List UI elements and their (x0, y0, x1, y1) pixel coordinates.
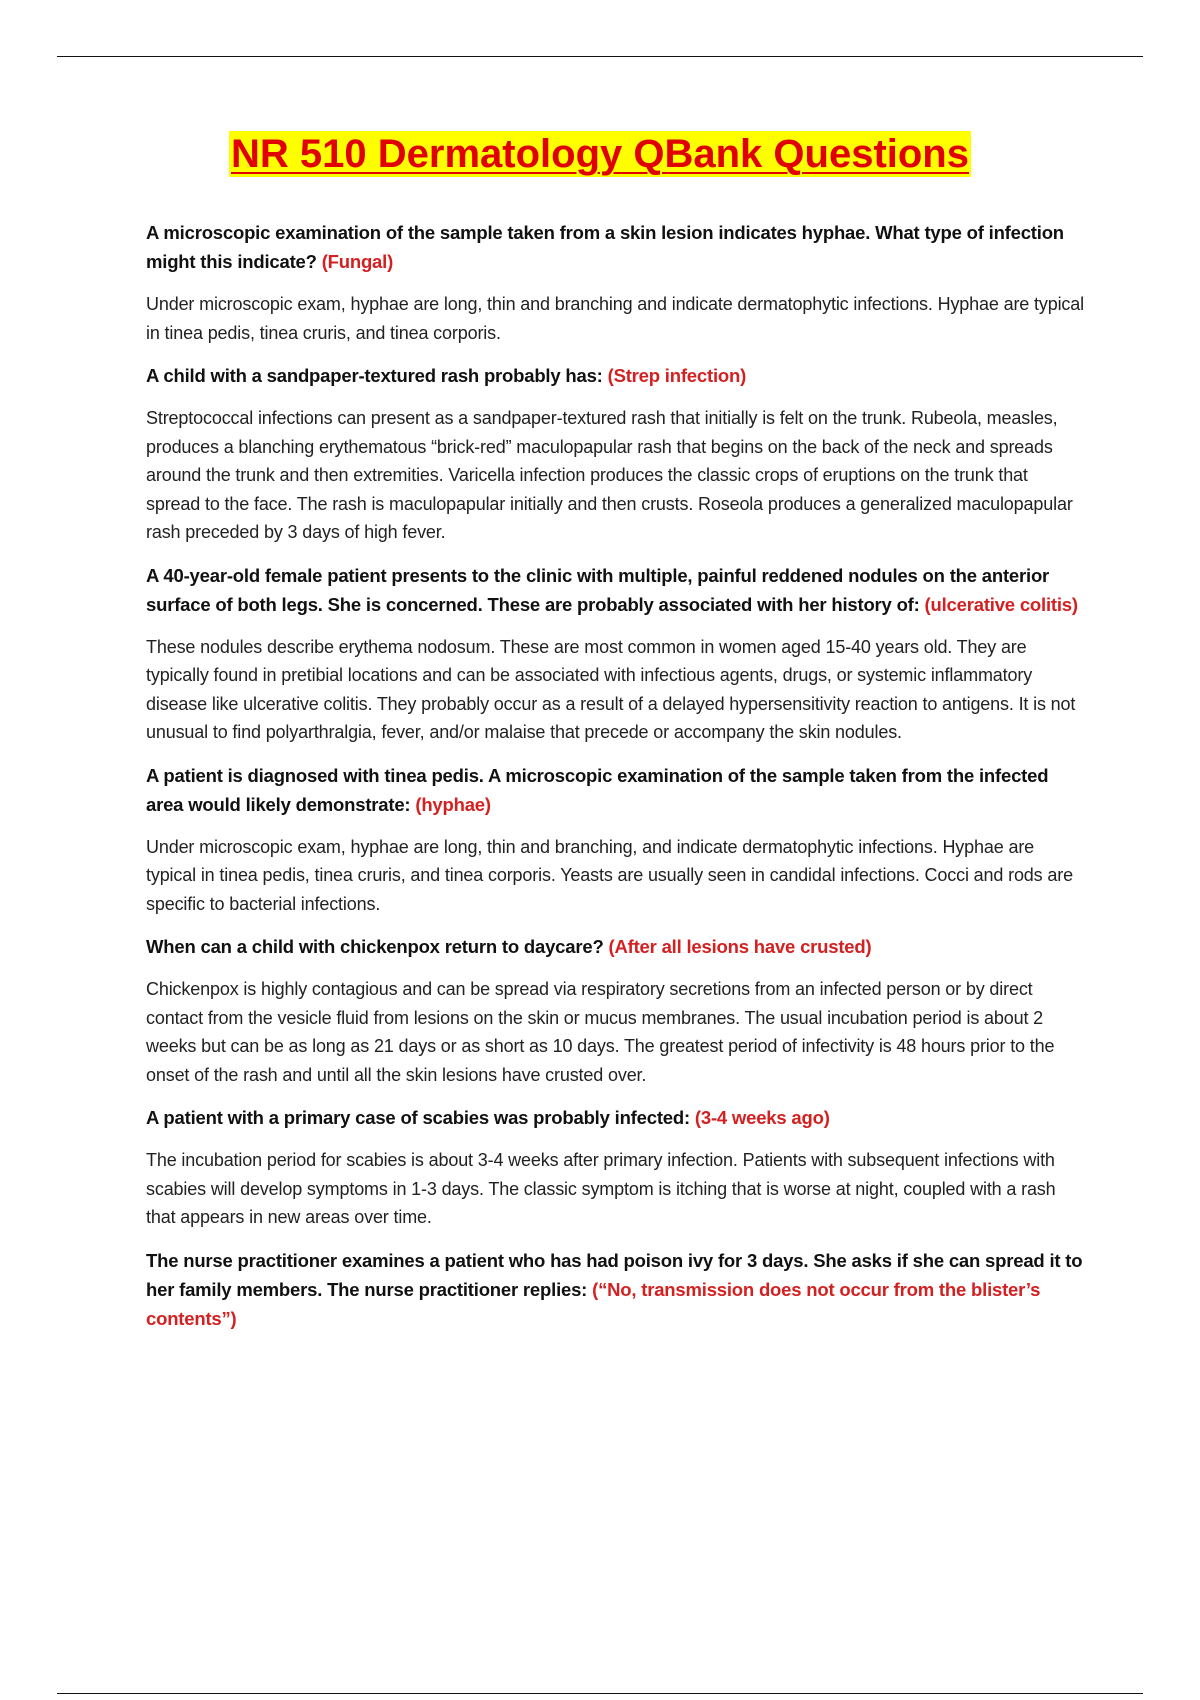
question-text: When can a child with chickenpox return to daycare? (146, 936, 604, 957)
explanation-3: These nodules describe erythema nodosum. These are most common in women aged 15-40 years old. They are typically found in pretibial locations and can be associated with infectious agents, drugs, or systemic inflammatory disease like ulcerative colitis. They probably occur as a result of a delayed hypersensitivity reaction to antigens. It is not unusual to find polyarthralgia, fever, and/or malaise that precede or accompany the skin nodules. (146, 636, 1076, 742)
explanation-5: Chickenpox is highly contagious and can be spread via respiratory secretions from an infected person or by direct contact from the vesicle fluid from lesions on the skin or mucus membranes. The usual incubation period is about 2 weeks but can be as long as 21 days or as short as 10 days. The greatest period of infectivity is 48 hours prior to the onset of the rash and until all the skin lesions have crusted over. (146, 979, 1055, 1085)
answer-text: (3-4 weeks ago) (694, 1107, 830, 1128)
top-rule (57, 56, 1143, 57)
answer-text: (Strep infection) (607, 365, 747, 386)
answer-text: (hyphae) (415, 793, 491, 815)
answer-text: (Fungal) (321, 251, 394, 272)
question-7 (146, 1246, 1086, 1333)
answer-text: (“No, transmission does not occur from the blister’s contents”) (146, 1278, 1041, 1329)
question-text: A patient is diagnosed with tinea pedis. A microscopic examination of the sample taken from the infected area would likely demonstrate: (146, 764, 1049, 815)
question-text: A microscopic examination of the sample taken from a skin lesion indicates hyphae. What type of infection might this indicate? (146, 222, 1064, 272)
question-2 (146, 361, 1086, 390)
question-text: A child with a sandpaper-textured rash probably has: (146, 365, 603, 386)
page-title: NR 510 Dermatology QBank Questions (231, 132, 969, 176)
bottom-rule (57, 1693, 1143, 1694)
question-3 (146, 561, 1086, 619)
question-4 (146, 761, 1086, 819)
explanation-1: Under microscopic exam, hyphae are long, thin and branching and indicate dermatophytic infections. Hyphae are typical in tinea pedis, tinea cruris, and tinea corporis. (146, 294, 1084, 343)
question-1 (146, 218, 1086, 276)
qbank-content (146, 218, 1086, 1347)
title-block (0, 131, 1200, 177)
explanation-2: Streptococcal infections can present as a sandpaper-textured rash that initially is felt on the trunk. Rubeola, measles, produces a blanching erythematous “brick-red” maculopapular rash that begins on the back of the neck and spreads around the trunk and then extremities. Varicella infection produces the classic crops of eruptions on the trunk that spread to the face. The rash is maculopapular initially and then crusts. Roseola produces a generalized maculopapular rash preceded by 3 days of high fever. (146, 408, 1073, 542)
explanation-4: Under microscopic exam, hyphae are long, thin and branching, and indicate dermatophytic infections. Hyphae are typical in tinea pedis, tinea cruris, and tinea corporis. Yeasts are usually seen in candidal infections. Cocci and rods are specific to bacterial infections. (146, 836, 1073, 914)
answer-text: (ulcerative colitis) (924, 593, 1078, 615)
question-text: The nurse practitioner examines a patient who has had poison ivy for 3 days. She asks if she can spread it to her family members. The nurse practitioner replies: (146, 1249, 1083, 1300)
explanation-6: The incubation period for scabies is about 3-4 weeks after primary infection. Patients with subsequent infections with scabies will develop symptoms in 1-3 days. The classic symptom is itching that is worse at night, coupled with a rash that appears in new areas over time. (146, 1150, 1056, 1227)
answer-text: (After all lesions have crusted) (608, 936, 872, 957)
question-text: A 40-year-old female patient presents to the clinic with multiple, painful reddened nodules on the anterior surface of both legs. She is concerned. These are probably associated with her history of: (146, 564, 1050, 615)
question-6 (146, 1103, 1086, 1132)
question-5 (146, 932, 1086, 961)
question-text: A patient with a primary case of scabies was probably infected: (146, 1107, 690, 1128)
